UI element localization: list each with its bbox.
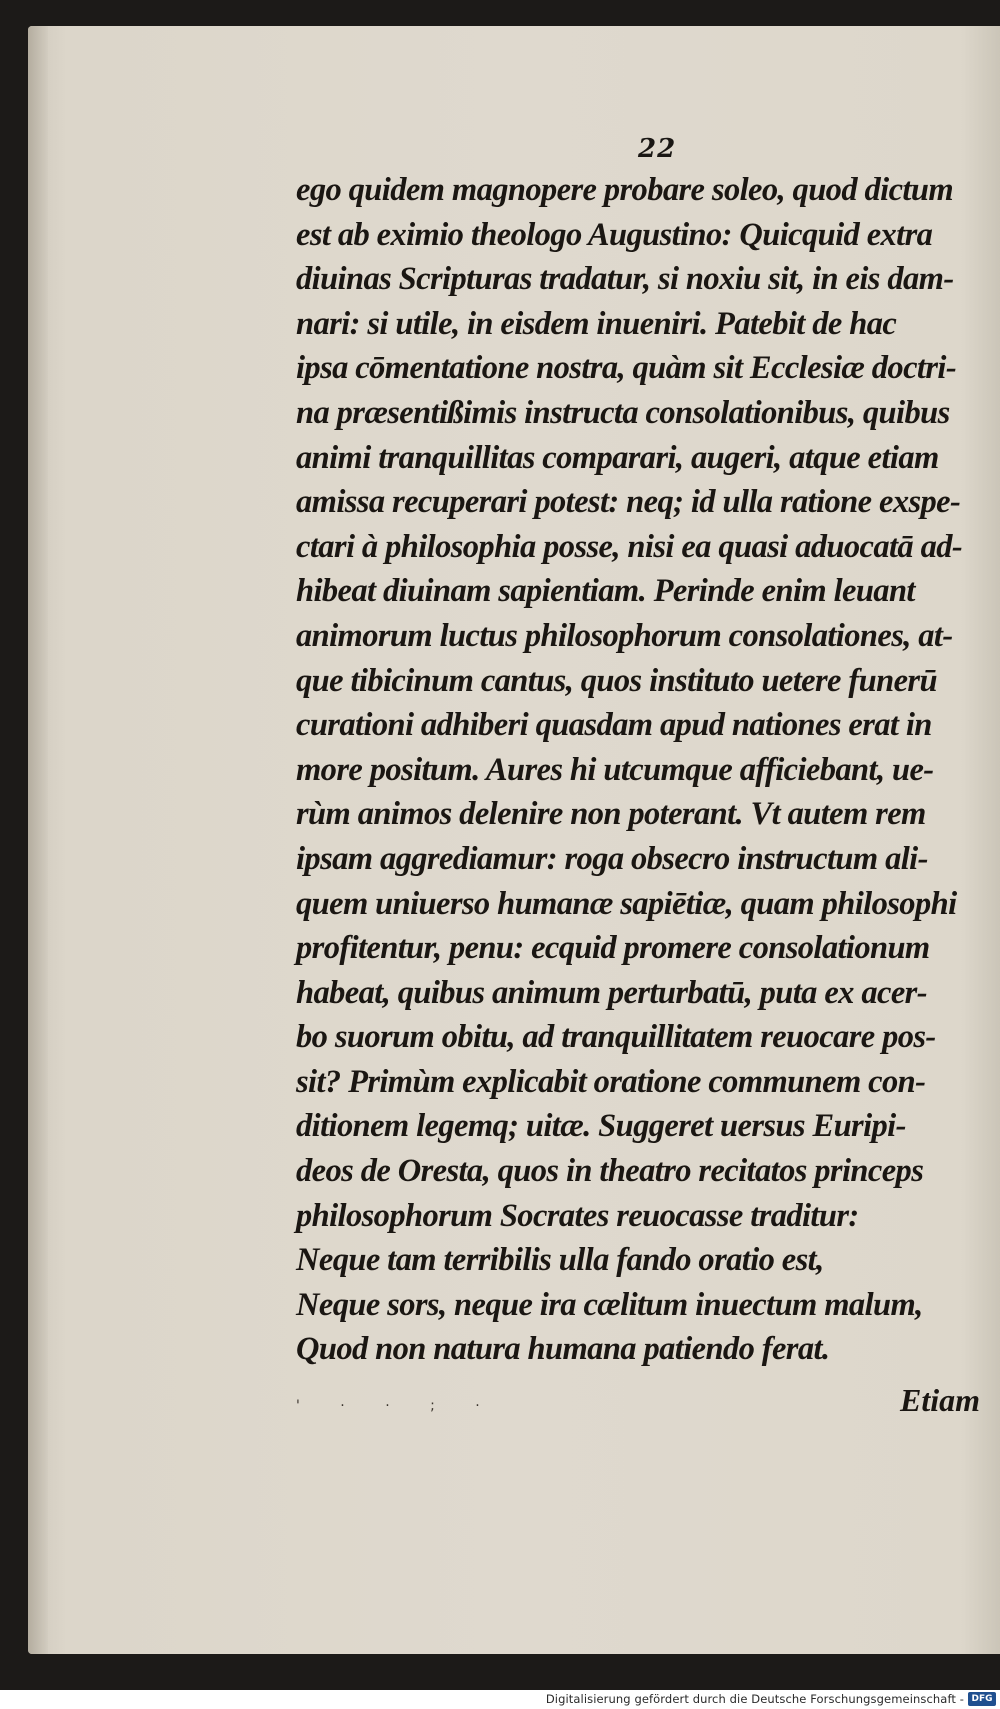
text-line: amissa recuperari potest: neq; id ulla ratione exspe- [296, 484, 961, 521]
page-number: 22 [638, 134, 677, 164]
text-line: quem uniuerso humanæ sapiētiæ, quam philosophi [296, 885, 957, 922]
text-line: philosophorum Socrates reuocasse traditur: [296, 1197, 859, 1234]
text-line: na præsentißimis instructa consolationibus, quibus [296, 394, 950, 431]
footer-bar [0, 1690, 1000, 1709]
text-line: rùm animos delenire non poterant. Vt autem rem [296, 796, 926, 833]
text-line: curationi adhiberi quasdam apud nationes erat in [296, 707, 932, 744]
text-line: diuinas Scripturas tradatur, si noxiu sit, in eis dam- [296, 261, 954, 298]
text-line: animorum luctus philosophorum consolationes, at- [296, 617, 953, 654]
text-line: sit? Primùm explicabit oratione communem con- [296, 1063, 926, 1100]
verse-line: Neque sors, neque ira cælitum inuectum malum, [296, 1286, 923, 1323]
text-line: ego quidem magnopere probare soleo, quod dictum [296, 172, 953, 208]
text-line: ditionem legemq; uitæ. Suggeret uersus Euripi- [296, 1108, 906, 1145]
text-line: profitentur, penu: ecquid promere consolationum [296, 930, 930, 967]
text-line: ctari à philosophia posse, nisi ea quasi aduocatā ad- [296, 528, 963, 565]
text-line: deos de Oresta, quos in theatro recitatos princeps [296, 1153, 924, 1190]
verse-line: Quod non natura humana patiendo ferat. [296, 1331, 830, 1368]
page-binding-edge [28, 26, 48, 1654]
text-line: animi tranquillitas comparari, augeri, atque etiam [296, 439, 939, 476]
text-line: hibeat diuinam sapientiam. Perinde enim leuant [296, 573, 915, 610]
text-line: est ab eximio theologo Augustino: Quicquid extra [296, 216, 933, 253]
verse-line: Neque tam terribilis ulla fando oratio est, [296, 1242, 824, 1279]
text-line: nari: si utile, in eisdem inueniri. Patebit de hac [296, 305, 897, 342]
text-line: ipsam aggrediamur: roga obsecro instructum ali- [296, 840, 928, 877]
catchword: Etiam [899, 1382, 980, 1418]
text-line: bo suorum obitu, ad tranquillitatem reuocare pos- [296, 1019, 936, 1056]
ink-specks: ' · · ; · [296, 1398, 498, 1414]
page-text [296, 168, 986, 1372]
text-line: que tibicinum cantus, quos instituto uetere funerū [296, 662, 937, 699]
text-line: habeat, quibus animum perturbatū, puta ex acer- [296, 974, 927, 1011]
dfg-logo-icon: DFG [968, 1692, 996, 1706]
text-line: more positum. Aures hi utcumque afficiebant, ue- [296, 751, 934, 788]
funding-credit: Digitalisierung gefördert durch die Deutsche Forschungsgemeinschaft - [545, 1692, 964, 1706]
text-line: ipsa cōmentatione nostra, quàm sit Ecclesiæ doctri- [296, 350, 957, 387]
